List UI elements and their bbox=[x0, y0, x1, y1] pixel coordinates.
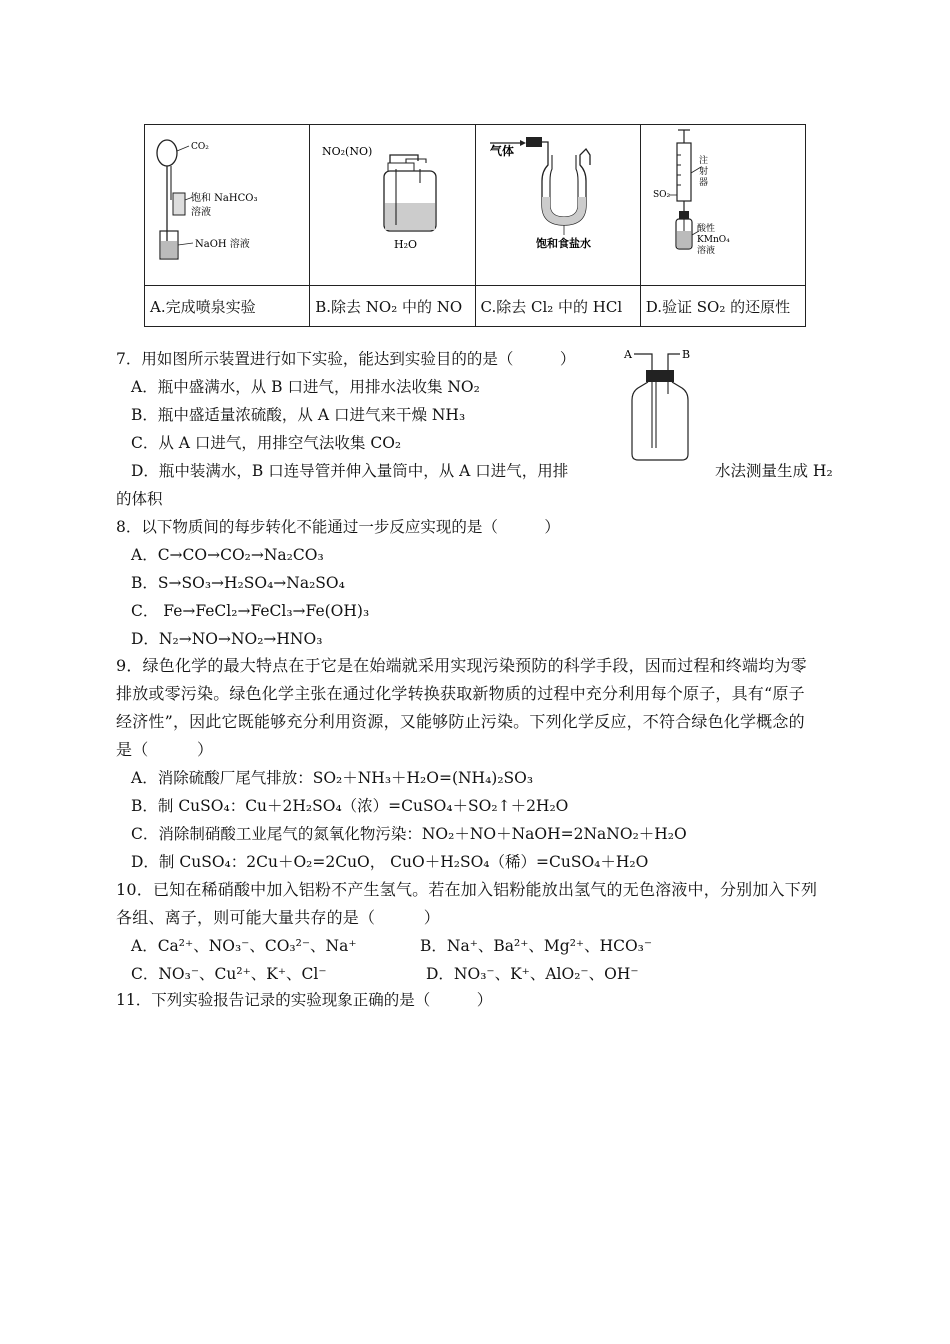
nahco3-label: 饱和 NaHCO₃ bbox=[191, 193, 258, 204]
q8-option-b: B．S→SO₃→H₂SO₄→Na₂SO₄ bbox=[131, 574, 345, 592]
caption-a: A.完成喷泉实验 bbox=[145, 286, 310, 327]
apparatus-a-cell bbox=[145, 125, 310, 286]
gas-bottle-diagram bbox=[620, 344, 710, 466]
h2o-label: H₂O bbox=[394, 238, 418, 251]
caption-d: D.验证 SO₂ 的还原性 bbox=[640, 286, 805, 327]
apparatus-table bbox=[144, 124, 806, 327]
q9-option-d: D．制 CuSO₄：2Cu＋O₂=2CuO， CuO＋H₂SO₄（稀）=CuSO₄＋H₂O bbox=[131, 853, 649, 871]
syringe-label-2: 射 bbox=[698, 167, 708, 177]
q8-option-a: A．C→CO→CO₂→Na₂CO₃ bbox=[131, 546, 324, 564]
q9-option-b: B．制 CuSO₄：Cu＋2H₂SO₄（浓）=CuSO₄＋SO₂↑＋2H₂O bbox=[131, 797, 569, 815]
q11-stem: 11．下列实验报告记录的实验现象正确的是（ ） bbox=[116, 991, 493, 1009]
no2-no-label: NO₂(NO) bbox=[322, 145, 373, 158]
q10-option-a: A．Ca²⁺、NO₃⁻、CO₃²⁻、Na⁺ bbox=[131, 937, 357, 955]
q10-option-d: D．NO₃⁻、K⁺、AlO₂⁻、OH⁻ bbox=[426, 965, 639, 983]
q9-line-3: 经济性”，因此它既能够充分利用资源，又能够防止污染。下列化学反应，不符合绿色化学概念的 bbox=[116, 712, 805, 731]
co2-label: CO₂ bbox=[191, 142, 209, 152]
port-a-label: A bbox=[624, 348, 632, 361]
q9-line-1: 9．绿色化学的最大特点在于它是在始端就采用实现污染预防的科学手段，因而过程和终端均为零 bbox=[116, 656, 807, 675]
q8-stem: 8．以下物质间的每步转化不能通过一步反应实现的是（ ） bbox=[116, 518, 560, 536]
q8-option-d: D．N₂→NO→NO₂→HNO₃ bbox=[131, 630, 323, 648]
q9-line-2: 排放或零污染。绿色化学主张在通过化学转换获取新物质的过程中充分利用每个原子，具有“原子 bbox=[116, 684, 805, 703]
q7-stem: 7．用如图所示装置进行如下实验，能达到实验目的的是（ ） bbox=[116, 350, 576, 368]
apparatus-d-cell bbox=[640, 125, 805, 286]
gas-label: 气体 bbox=[489, 144, 514, 158]
q7-option-b: B．瓶中盛适量浓硫酸，从 A 口进气来干燥 NH₃ bbox=[131, 406, 466, 424]
q10-option-c: C．NO₃⁻、Cu²⁺、K⁺、Cl⁻ bbox=[131, 965, 327, 983]
q7-option-d-part1: D．瓶中装满水，B 口连导管并伸入量筒中，从 A 口进气，用排 bbox=[131, 462, 569, 480]
syringe-label-3: 器 bbox=[698, 178, 708, 188]
so2-label: SO₂ bbox=[652, 190, 670, 200]
q8-option-c: C． Fe→FeCl₂→FeCl₃→Fe(OH)₃ bbox=[131, 602, 370, 620]
caption-c: C.除去 Cl₂ 中的 HCl bbox=[475, 286, 640, 327]
fountain-apparatus-diagram bbox=[145, 125, 291, 285]
apparatus-b-cell bbox=[310, 125, 475, 286]
syringe-diagram bbox=[641, 125, 828, 285]
solution-label-d: 溶液 bbox=[696, 246, 715, 256]
q9-line-4: 是（ ） bbox=[116, 740, 214, 759]
solution-label: 溶液 bbox=[191, 207, 211, 218]
q7-option-c: C．从 A 口进气，用排空气法收集 CO₂ bbox=[131, 434, 402, 452]
q10-line-1: 10．已知在稀硝酸中加入铝粉不产生氢气。若在加入铝粉能放出氢气的无色溶液中，分别加入下列 bbox=[116, 880, 818, 899]
q7-option-a: A．瓶中盛满水，从 B 口进气，用排水法收集 NO₂ bbox=[131, 378, 480, 396]
q9-option-c: C．消除制硝酸工业尾气的氮氧化物污染：NO₂＋NO＋NaOH=2NaNO₂＋H₂O bbox=[131, 825, 687, 843]
acidic-label: 酸性 bbox=[696, 224, 715, 234]
u-tube-diagram bbox=[476, 125, 633, 285]
q7-option-d-part3: 的体积 bbox=[116, 490, 163, 508]
q10-option-b: B．Na⁺、Ba²⁺、Mg²⁺、HCO₃⁻ bbox=[420, 937, 653, 955]
naoh-label: NaOH 溶液 bbox=[195, 239, 250, 250]
q7-option-d-part2: 水法测量生成 H₂ bbox=[715, 462, 833, 480]
apparatus-c-cell bbox=[475, 125, 640, 286]
kmno4-label: KMnO₄ bbox=[696, 235, 730, 245]
caption-b: B.除去 NO₂ 中的 NO bbox=[310, 286, 475, 327]
saturated-brine-label: 饱和食盐水 bbox=[535, 237, 591, 250]
q10-line-2: 各组、离子，则可能大量共存的是（ ） bbox=[116, 908, 441, 927]
syringe-label-1: 注 bbox=[698, 156, 708, 166]
gas-washing-bottle-diagram bbox=[310, 125, 480, 285]
port-b-label: B bbox=[682, 348, 691, 361]
q9-option-a: A．消除硫酸厂尾气排放：SO₂＋NH₃＋H₂O=(NH₄)₂SO₃ bbox=[131, 769, 534, 787]
